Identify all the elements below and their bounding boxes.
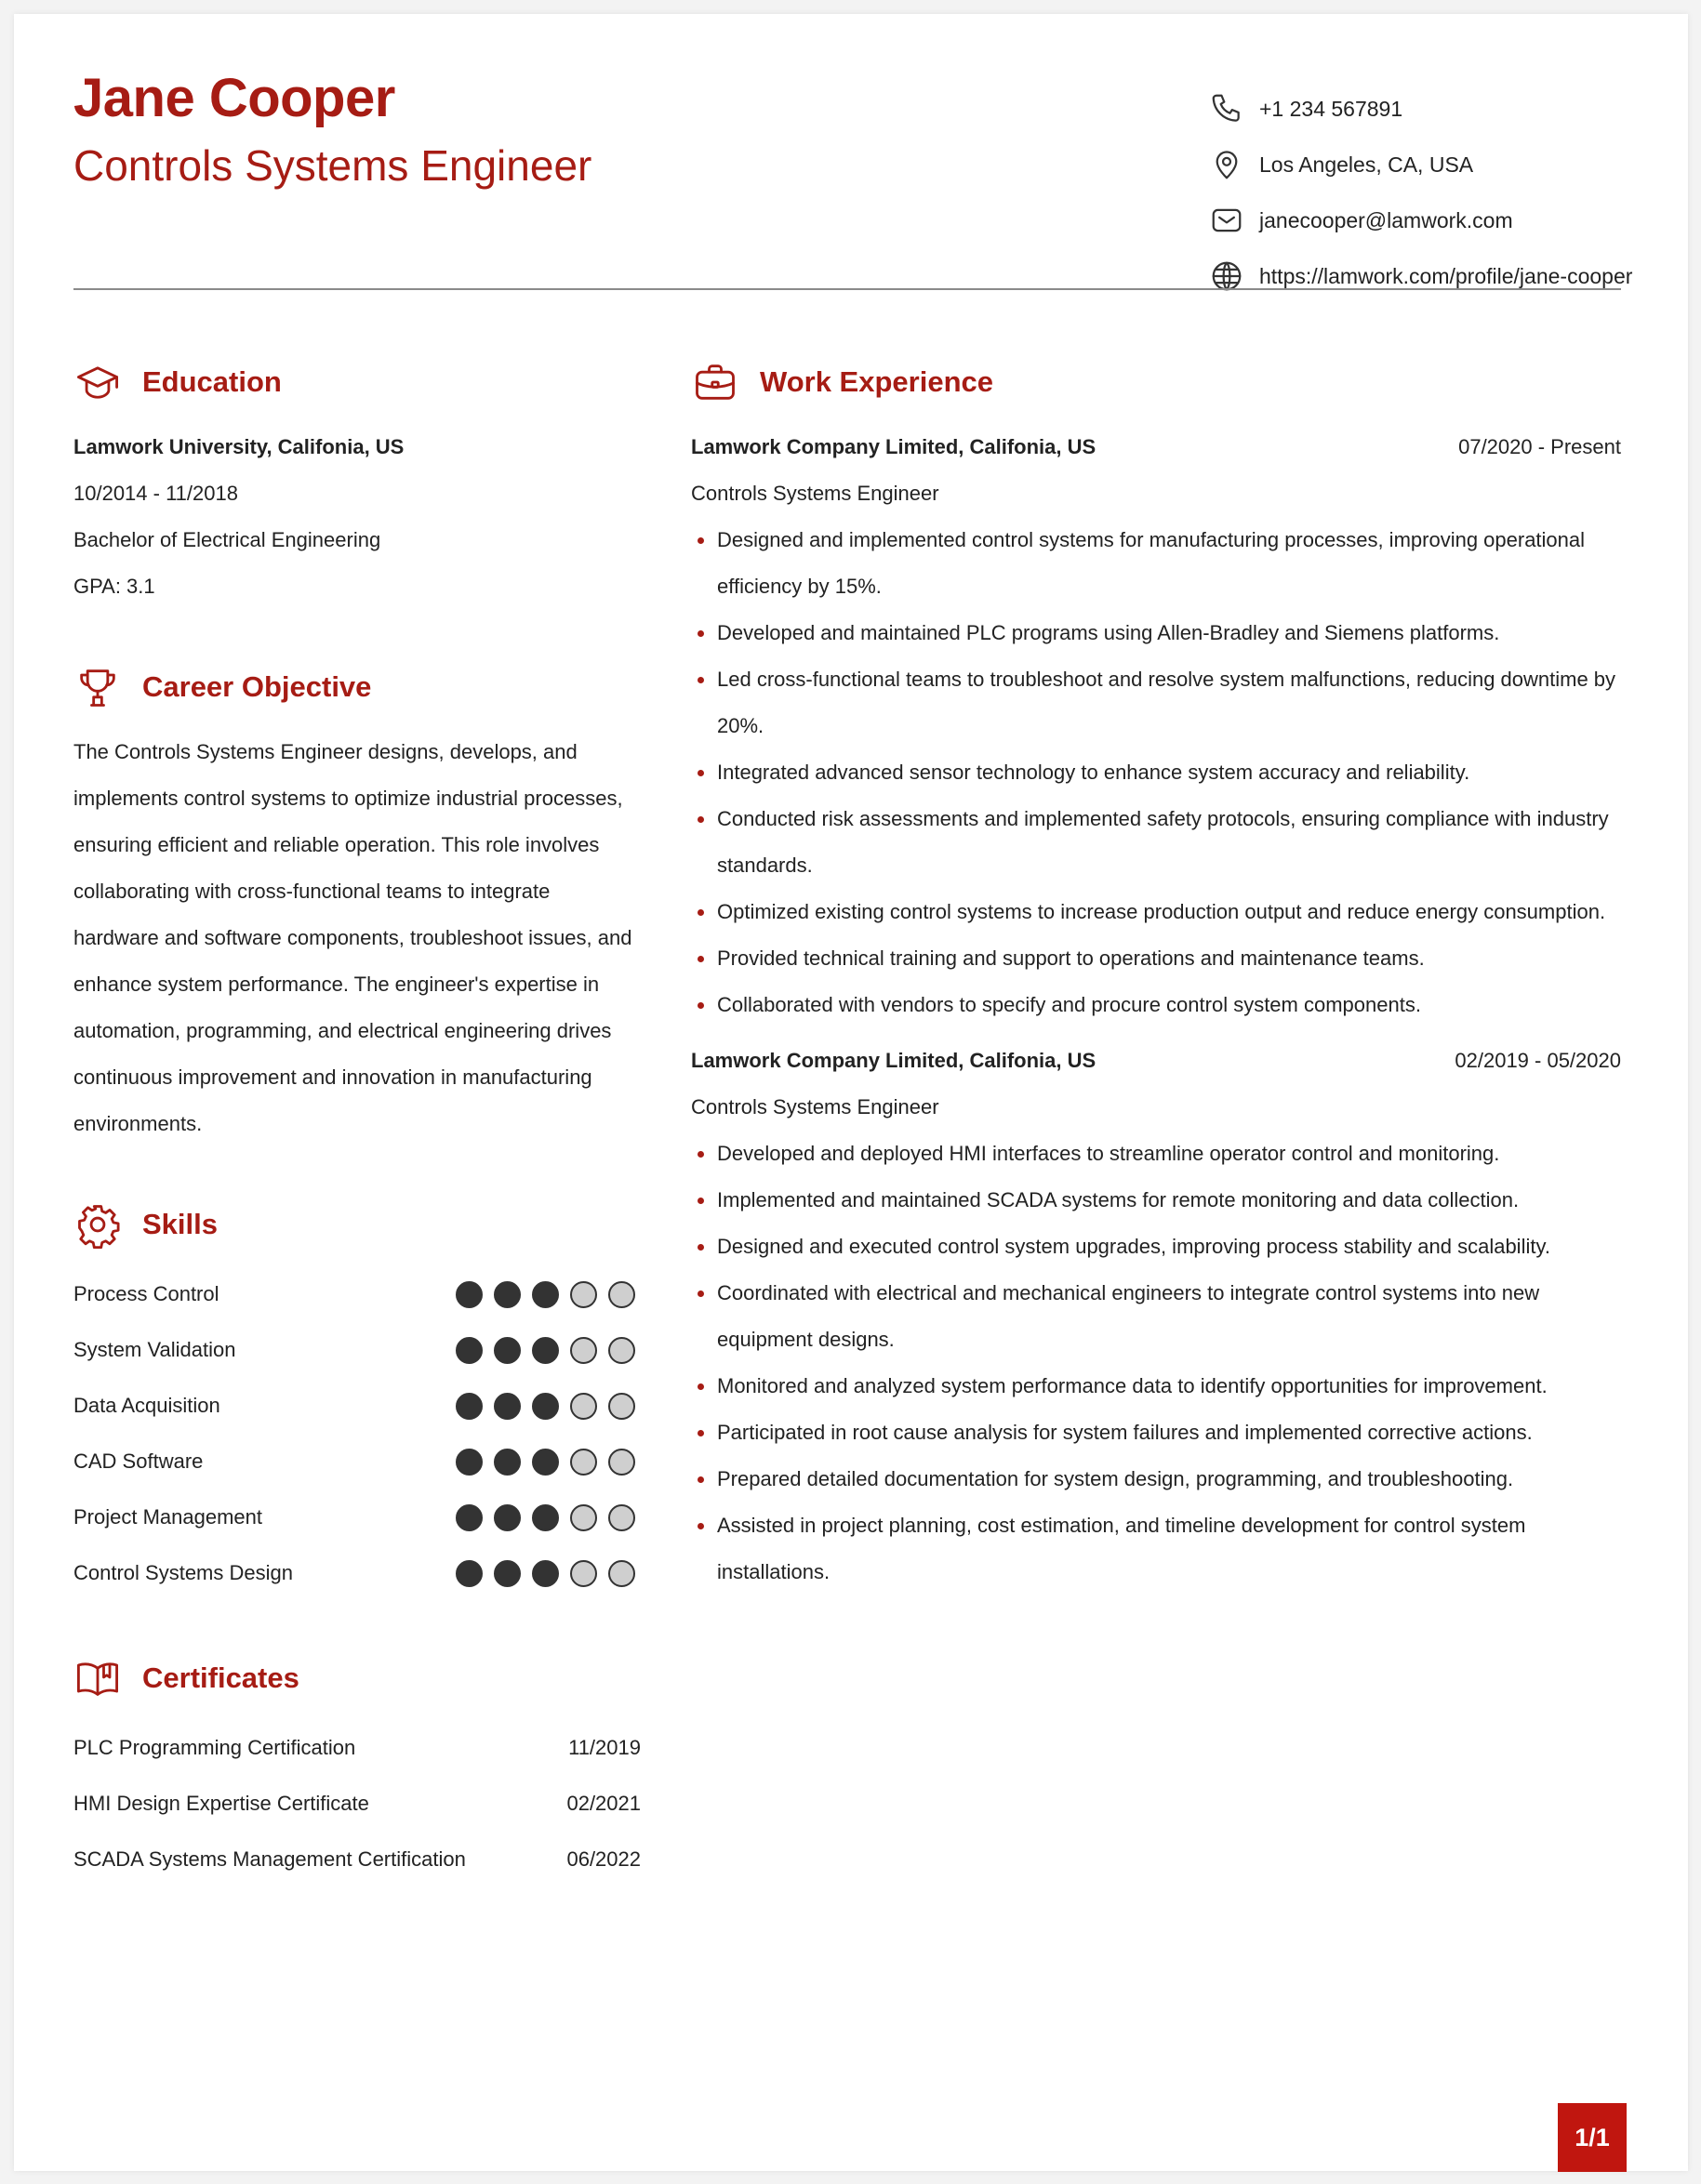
skill-dot-filled [532, 1560, 559, 1587]
candidate-role: Controls Systems Engineer [73, 141, 592, 190]
certificates-section [73, 1649, 641, 1887]
objective-section [73, 658, 641, 1147]
phone-icon [1209, 91, 1244, 126]
education-dates: 10/2014 - 11/2018 [73, 482, 238, 505]
job-bullet: Prepared detailed documentation for system design, programming, and troubleshooting. [691, 1456, 1621, 1502]
job-bullets [691, 1131, 1621, 1595]
job-bullet: Implemented and maintained SCADA systems for remote monitoring and data collection. [691, 1177, 1621, 1224]
skill-dot-filled [456, 1393, 483, 1420]
objective-title: Career Objective [142, 670, 372, 703]
work-section [691, 353, 1621, 1595]
certificate-date: 06/2022 [566, 1847, 641, 1871]
skills-header [73, 1196, 641, 1253]
skill-dot-empty [570, 1393, 597, 1420]
objective-line: hardware and software components, troubleshoot issues, and [73, 926, 632, 949]
skill-name: CAD Software [73, 1449, 204, 1473]
skills-list [73, 1266, 641, 1601]
skill-dot-empty [570, 1449, 597, 1476]
skill-dot-empty [608, 1337, 635, 1364]
education-section [73, 353, 641, 610]
skill-dot-filled [494, 1393, 521, 1420]
skill-dot-empty [608, 1281, 635, 1308]
certificate-name: HMI Design Expertise Certificate [73, 1792, 369, 1815]
skill-dot-filled [456, 1504, 483, 1531]
map-pin-icon [1209, 147, 1244, 182]
job-bullet: Designed and implemented control systems for manufacturing processes, improving operational efficiency by 15%. [691, 517, 1621, 610]
skill-name: System Validation [73, 1338, 236, 1361]
skill-rating [456, 1449, 635, 1476]
education-school: Lamwork University, Califonia, US [73, 435, 405, 458]
skill-dot-empty [608, 1504, 635, 1531]
job-entry [691, 1038, 1621, 1595]
certificate-date: 11/2019 [568, 1736, 641, 1759]
job-bullet: Conducted risk assessments and implemented safety protocols, ensuring compliance with industry standards. [691, 796, 1621, 889]
skills-title: Skills [142, 1208, 218, 1240]
left-column [73, 353, 641, 1887]
skill-name: Project Management [73, 1505, 262, 1529]
certificates-header [73, 1649, 641, 1707]
certificate-name: PLC Programming Certification [73, 1736, 356, 1759]
skill-rating [456, 1560, 635, 1587]
job-bullet: Developed and maintained PLC programs using Allen-Bradley and Siemens platforms. [691, 610, 1621, 656]
trophy-icon [73, 663, 122, 711]
work-title: Work Experience [760, 365, 993, 398]
skills-section [73, 1196, 641, 1601]
education-gpa: GPA: 3.1 [73, 575, 155, 598]
contact-phone [1209, 81, 1632, 137]
skill-dot-filled [494, 1504, 521, 1531]
skill-dot-empty [570, 1560, 597, 1587]
certificate-date: 02/2021 [566, 1792, 641, 1815]
contact-website [1209, 248, 1632, 304]
objective-line: collaborating with cross-functional teams to integrate [73, 880, 551, 903]
location-text: Los Angeles, CA, USA [1259, 152, 1474, 177]
graduation-cap-icon [73, 358, 122, 406]
job-bullet: Optimized existing control systems to increase production output and reduce energy consumption. [691, 889, 1621, 935]
work-header [691, 353, 1621, 411]
skill-dot-filled [456, 1449, 483, 1476]
skill-dot-empty [608, 1393, 635, 1420]
skill-dot-filled [494, 1281, 521, 1308]
objective-header [73, 658, 641, 716]
certificate-name: SCADA Systems Management Certification [73, 1847, 466, 1871]
objective-line: ensuring efficient and reliable operation. This role involves [73, 833, 600, 856]
website-link[interactable]: https://lamwork.com/profile/jane-cooper [1259, 263, 1633, 288]
job-bullet: Assisted in project planning, cost estimation, and timeline development for control system installations. [691, 1502, 1621, 1595]
skill-dot-filled [532, 1337, 559, 1364]
job-dates: 07/2020 - Present [1458, 435, 1621, 458]
skill-rating [456, 1393, 635, 1420]
skill-row [73, 1378, 641, 1434]
job-bullet: Designed and executed control system upgrades, improving process stability and scalability. [691, 1224, 1621, 1270]
skill-dot-filled [494, 1449, 521, 1476]
job-bullets [691, 517, 1621, 1028]
skill-dot-empty [570, 1504, 597, 1531]
job-entry [691, 424, 1621, 1028]
education-header [73, 353, 641, 411]
objective-line: continuous improvement and innovation in manufacturing [73, 1066, 592, 1089]
job-position: Controls Systems Engineer [691, 482, 939, 505]
contact-list [1209, 81, 1632, 304]
skill-dot-empty [570, 1281, 597, 1308]
job-bullet: Collaborated with vendors to specify and procure control system components. [691, 982, 1621, 1028]
job-bullet: Coordinated with electrical and mechanical engineers to integrate control systems into new equipment designs. [691, 1270, 1621, 1363]
skill-rating [456, 1504, 635, 1531]
skill-name: Process Control [73, 1282, 219, 1305]
right-column [691, 353, 1621, 1595]
certificates-list [73, 1720, 641, 1887]
candidate-name: Jane Cooper [73, 68, 395, 128]
skill-dot-filled [456, 1337, 483, 1364]
skill-dot-filled [532, 1393, 559, 1420]
job-bullet: Participated in root cause analysis for system failures and implemented corrective actions. [691, 1410, 1621, 1456]
contact-location [1209, 137, 1632, 192]
certificate-row [73, 1720, 641, 1776]
job-bullet: Provided technical training and support to operations and maintenance teams. [691, 935, 1621, 982]
job-position: Controls Systems Engineer [691, 1095, 939, 1118]
objective-line: implements control systems to optimize industrial processes, [73, 787, 623, 810]
objective-line: The Controls Systems Engineer designs, develops, and [73, 740, 578, 763]
open-book-icon [73, 1654, 122, 1702]
job-bullet: Developed and deployed HMI interfaces to streamline operator control and monitoring. [691, 1131, 1621, 1177]
skill-dot-filled [456, 1560, 483, 1587]
education-title: Education [142, 365, 282, 398]
page-indicator[interactable]: 1/1 [1558, 2103, 1627, 2172]
gear-icon [73, 1200, 122, 1249]
objective-line: enhance system performance. The engineer's expertise in [73, 973, 600, 996]
skill-rating [456, 1281, 635, 1308]
education-degree: Bachelor of Electrical Engineering [73, 528, 381, 551]
skill-row [73, 1489, 641, 1545]
skill-name: Data Acquisition [73, 1394, 220, 1417]
skill-dot-filled [532, 1281, 559, 1308]
job-company: Lamwork Company Limited, Califonia, US [691, 435, 1096, 458]
skill-dot-filled [456, 1281, 483, 1308]
skill-row [73, 1545, 641, 1601]
job-header [691, 1038, 1621, 1084]
skill-dot-filled [532, 1449, 559, 1476]
job-bullet: Integrated advanced sensor technology to enhance system accuracy and reliability. [691, 749, 1621, 796]
job-dates: 02/2019 - 05/2020 [1455, 1049, 1621, 1072]
skill-dot-filled [532, 1504, 559, 1531]
skill-dot-filled [494, 1560, 521, 1587]
job-bullet: Monitored and analyzed system performance data to identify opportunities for improvement. [691, 1363, 1621, 1410]
certificate-row [73, 1832, 641, 1887]
skill-rating [456, 1337, 635, 1364]
skill-dot-empty [608, 1449, 635, 1476]
contact-email [1209, 192, 1632, 248]
certificates-title: Certificates [142, 1661, 299, 1694]
email-link[interactable]: janecooper@lamwork.com [1259, 207, 1513, 232]
skill-name: Control Systems Design [73, 1561, 293, 1584]
skill-dot-empty [570, 1337, 597, 1364]
objective-line: environments. [73, 1112, 203, 1135]
mail-icon [1209, 203, 1244, 238]
skill-row [73, 1434, 641, 1489]
resume-page [14, 14, 1688, 2171]
skill-row [73, 1322, 641, 1378]
briefcase-icon [691, 358, 739, 406]
header-divider [73, 288, 1621, 290]
job-header [691, 424, 1621, 470]
objective-line: automation, programming, and electrical engineering drives [73, 1019, 612, 1042]
job-bullet: Led cross-functional teams to troubleshoot and resolve system malfunctions, reducing downtime by 20%. [691, 656, 1621, 749]
job-company: Lamwork Company Limited, Califonia, US [691, 1049, 1096, 1072]
certificate-row [73, 1776, 641, 1832]
skill-dot-empty [608, 1560, 635, 1587]
skill-dot-filled [494, 1337, 521, 1364]
objective-text [73, 729, 641, 1147]
skill-row [73, 1266, 641, 1322]
phone-text: +1 234 567891 [1259, 96, 1403, 121]
